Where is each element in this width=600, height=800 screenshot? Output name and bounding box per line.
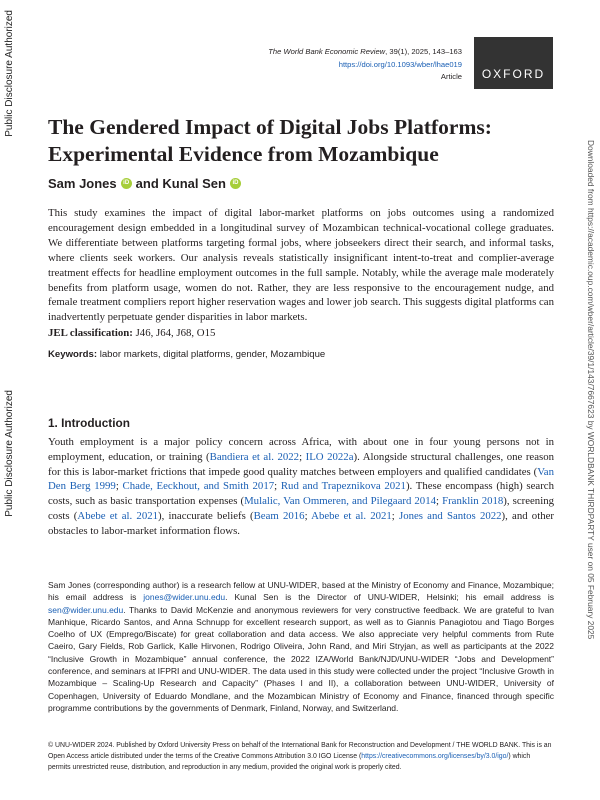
article-title: [48, 114, 548, 168]
keywords-label: Keywords:: [48, 349, 98, 360]
journal-header: [268, 46, 462, 84]
email-link[interactable]: jones@wider.unu.edu: [143, 592, 226, 603]
license-link[interactable]: https://creativecommons.org/licenses/by/3.0/igo/: [361, 753, 509, 760]
intro-text: ;: [436, 495, 443, 508]
author-line: [48, 176, 241, 191]
journal-citation: , 39(1), 2025, 143–163: [385, 47, 462, 56]
citation-link[interactable]: Rud and Trapeznikova 2021: [280, 480, 406, 493]
citation-link[interactable]: Van Den Berg 1999: [48, 465, 554, 493]
copyright-notice: [48, 740, 554, 773]
citation-link[interactable]: Beam 2016: [253, 509, 305, 522]
intro-text: ;: [299, 450, 306, 463]
journal-name: The World Bank Economic Review: [268, 47, 386, 56]
title-line-1: The Gendered Impact of Digital Jobs Platforms:: [48, 115, 492, 139]
oxford-logo: OXFORD: [474, 37, 553, 89]
citation-link[interactable]: Mulalic, Van Ommeren, and Pilegaard 2014: [244, 495, 437, 508]
intro-text: ;: [274, 480, 281, 493]
citation-link[interactable]: Chade, Eeckhout, and Smith 2017: [122, 480, 275, 493]
intro-text: ). These encompass (high) search costs, such as basic transportation expenses (: [48, 480, 554, 508]
public-disclosure-stamp-top: Public Disclosure Authorized: [4, 10, 15, 137]
intro-text: ;: [115, 480, 123, 493]
citation-link[interactable]: Abebe et al. 2021: [77, 509, 159, 522]
intro-text: ). Alongside structural challenges, one reason for this is labor-market frictions that impede good quality matches between employers and qualified candidates (: [48, 450, 555, 478]
intro-text: ;: [391, 509, 399, 522]
intro-text: ), and other obstacles to labor-market information flows.: [48, 509, 554, 537]
jel-label: JEL classification:: [48, 327, 133, 339]
citation-link[interactable]: Jones and Santos 2022: [399, 509, 502, 522]
citation-link[interactable]: ILO 2022a: [305, 450, 354, 463]
intro-text: ;: [304, 509, 312, 522]
jel-codes: J46, J64, J68, O15: [132, 327, 216, 339]
download-notice: Downloaded from https://academic.oup.com/wber/article/39/1/143/7667623 by WORLDBANK THIRDPARTY user on 05 February 2025: [586, 140, 596, 640]
introduction-paragraph: [48, 435, 554, 539]
copyright-text: © UNU-WIDER 2024. Published by Oxford University Press on behalf of the International Bank for Reconstruction and Development / THE WORLD BANK. This is an Open Access article distributed under the terms of the Creative Commons Attribution 3.0 IGO License (: [48, 742, 552, 760]
intro-text: Youth employment is a major policy concern across Africa, with about one in four young persons not in employment, education, or training (: [48, 436, 554, 463]
footnote-text: . Kunal Sen is the Director of UNU-WIDER, Helsinki; his email address is: [225, 592, 554, 603]
citation-link[interactable]: Abebe et al. 2021: [311, 509, 392, 522]
intro-text: ), screening costs (: [48, 495, 555, 522]
author-sen[interactable]: and Kunal Sen: [135, 176, 226, 191]
doi-link[interactable]: https://doi.org/10.1093/wber/lhae019: [338, 59, 462, 69]
orcid-icon[interactable]: iD: [230, 178, 241, 189]
jel-classification: [48, 327, 215, 339]
email-link[interactable]: sen@wider.unu.edu: [48, 604, 124, 615]
section-heading: 1. Introduction: [48, 416, 130, 430]
copyright-text: ) which permits unrestricted reuse, distribution, and reproduction in any medium, provided the original work is properly cited.: [48, 753, 531, 771]
footnote-text: Sam Jones (corresponding author) is a research fellow at UNU-WIDER, based at the Ministry of Economy and Finance, Mozambique; his email address is: [48, 580, 554, 603]
public-disclosure-stamp-bottom: Public Disclosure Authorized: [4, 390, 15, 517]
footnote-text: . Thanks to David McKenzie and anonymous reviewers for very constructive feedback. We are grateful to Ivan Manhique, Ricardo Santos, and Anna Schnupp for excellent research support, as well as to Giannis Panagiotou and Tiago Borges Coelho of UX (Emprego/Biscate) for great collaboration and data access. We also appreciate very helpful comments from Rute Caeiro, Gary Fields, Rob Garlick, Kalle Hirvonen, Rodrigo Oliveira, John Rand, and Miri Stryjan, as well as participants at the 2022 “Inclusive Growth in Mozambique” annual conference, the 2022 IZA/World Bank/NJD/UNU-WIDER “Jobs and Development” conference, and seminars at IFPRI and UNU-WIDER. The data used in this study were collected under the project “Inclusive Growth in Mozambique – Scaling-Up Research and Capacity” (Phases I and II), a collaboration between UNU-WIDER, University of Copenhagen, University of Eduardo Mondlane, and the Mozambican Ministry of Economy and Finance, financed through specific programme contributions by the governments of Denmark, Finland, Norway, and Switzerland.: [48, 604, 554, 713]
orcid-icon[interactable]: iD: [121, 178, 132, 189]
article-type: Article: [440, 72, 462, 81]
intro-text: ), inaccurate beliefs (: [158, 509, 254, 522]
abstract: This study examines the impact of digital labor-market platforms on jobs outcomes using a randomized encouragement design embedded in a longitudinal survey of Mozambican technical-vocational college graduates. We differentiate between platforms targeting formal jobs, where jobseekers direct their search, and informal tasks, where clients seek workers. Our analysis reveals statistically insignificant intent-to-treat and complier-average treatment effects for headline employment outcomes in the full sample. Notably, while the average male moderately benefits from platform usage, women do not. Rather, they are less responsive to the encouragement nudge, and female treatment compliers report higher reservation wages and lower job search. This suggests digital platforms can inadvertently perpetuate gender disparities in labor markets.: [48, 207, 554, 324]
author-jones[interactable]: Sam Jones: [48, 176, 117, 191]
keywords: [48, 349, 325, 360]
keywords-list: labor markets, digital platforms, gender, Mozambique: [97, 349, 326, 360]
author-footnote: [48, 579, 554, 714]
title-line-2: Experimental Evidence from Mozambique: [48, 142, 439, 166]
citation-link[interactable]: Franklin 2018: [442, 495, 504, 508]
citation-link[interactable]: Bandiera et al. 2022: [209, 450, 300, 463]
